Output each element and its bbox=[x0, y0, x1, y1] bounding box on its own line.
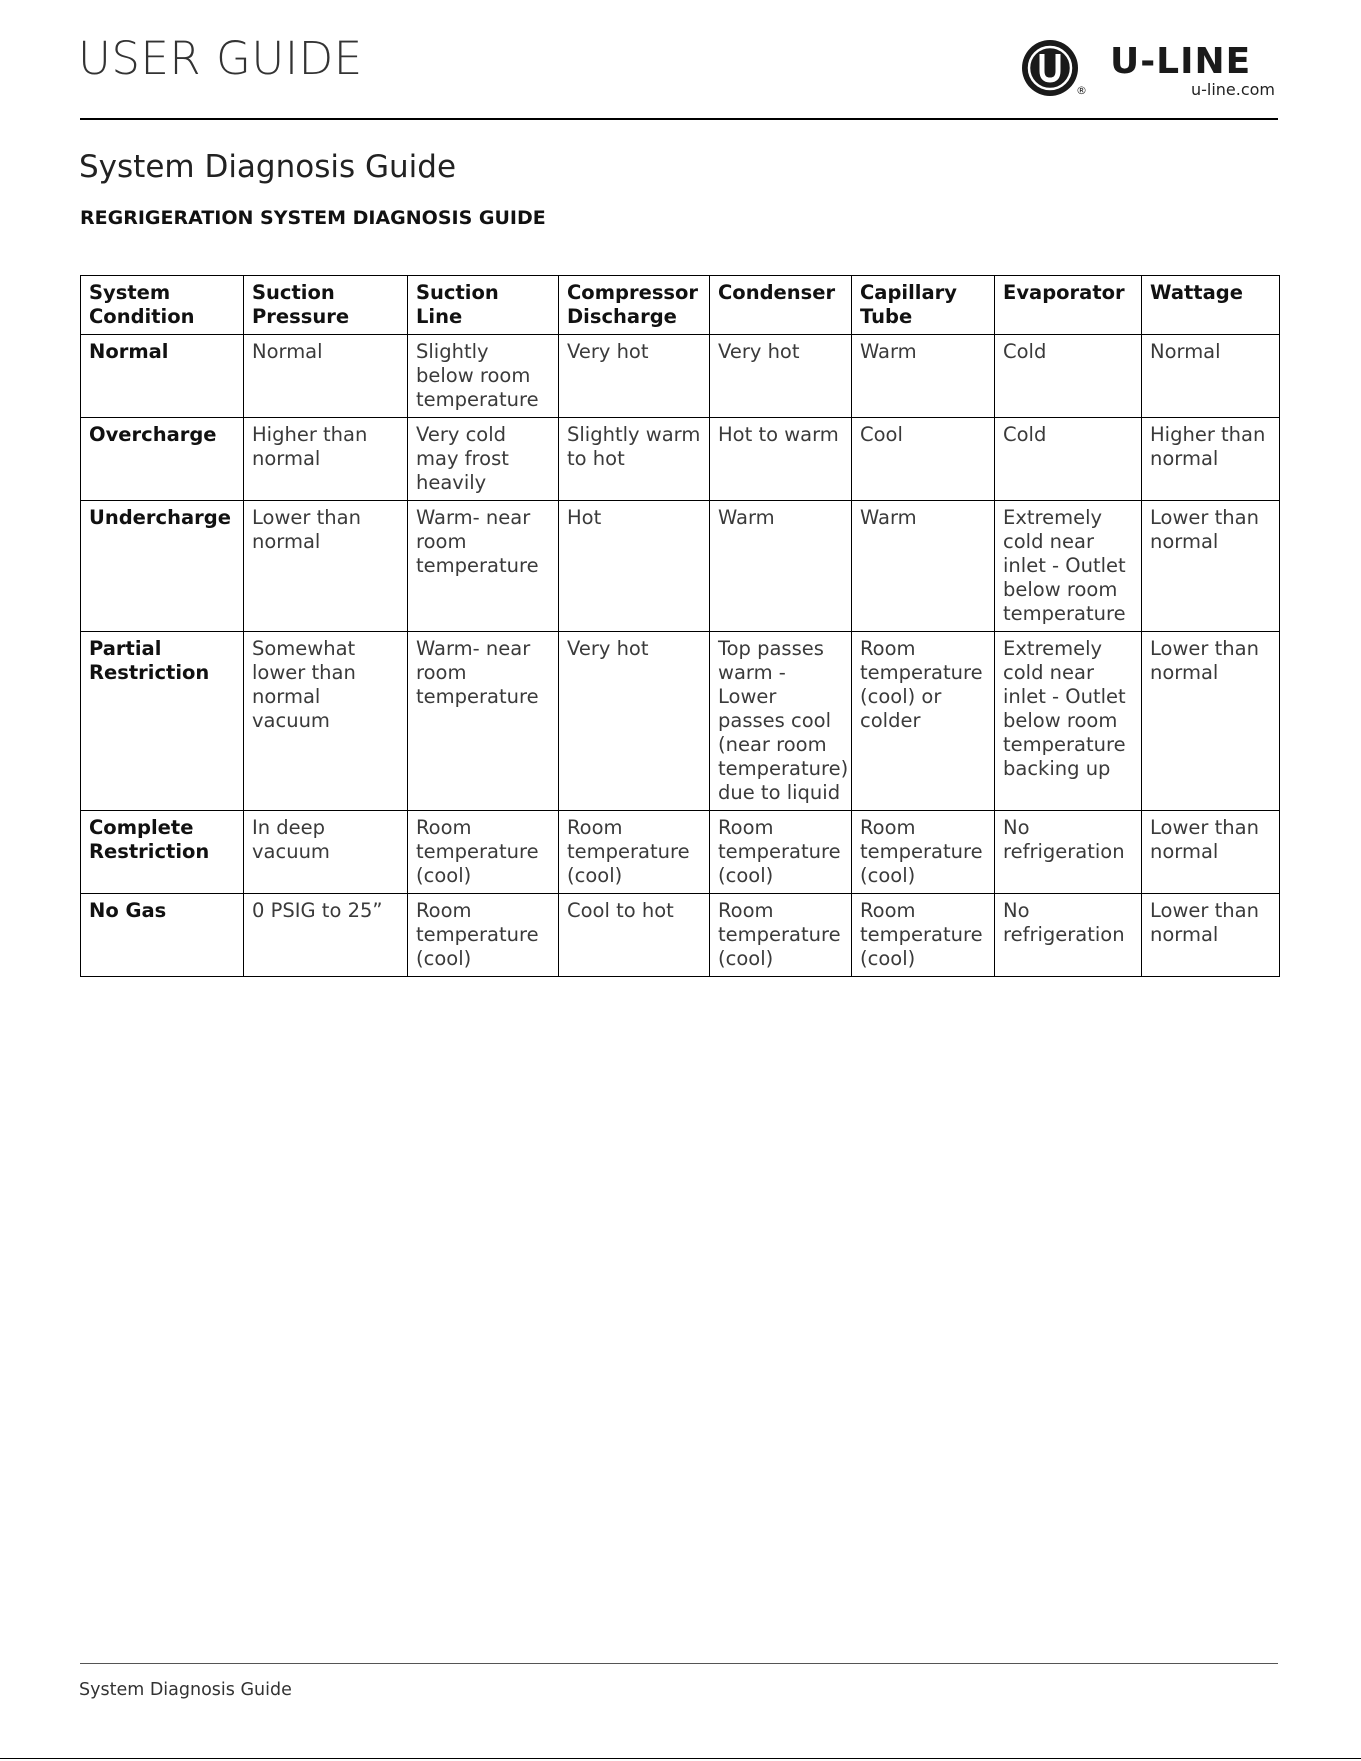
table-cell: Higher than normal bbox=[244, 418, 408, 501]
table-cell: Room temperature (cool) bbox=[408, 894, 559, 977]
table-cell: Top passes warm - Lower passes cool (near room temperature) due to liquid bbox=[710, 632, 852, 811]
header-wattage: Wattage bbox=[1142, 276, 1280, 335]
table-row bbox=[81, 811, 1280, 894]
brand-url: u-line.com bbox=[1190, 80, 1275, 99]
table-cell: Warm bbox=[852, 501, 995, 632]
table-cell: Warm- near room temperature bbox=[408, 501, 559, 632]
diagnosis-table bbox=[80, 275, 1280, 977]
table-cell: Room temperature (cool) bbox=[852, 811, 995, 894]
table-cell: Very hot bbox=[559, 632, 710, 811]
table-cell: Normal bbox=[1142, 335, 1280, 418]
table-cell-condition: Normal bbox=[81, 335, 244, 418]
table-cell: No refrigeration bbox=[995, 811, 1142, 894]
table-cell: Slightly below room temperature bbox=[408, 335, 559, 418]
footer-label: System Diagnosis Guide bbox=[79, 1680, 292, 1700]
section-subtitle: REGRIGERATION SYSTEM DIAGNOSIS GUIDE bbox=[80, 207, 546, 229]
table-cell: Room temperature (cool) bbox=[710, 894, 852, 977]
table-cell-condition: No Gas bbox=[81, 894, 244, 977]
table-cell: Lower than normal bbox=[244, 501, 408, 632]
footer-divider bbox=[80, 1663, 1278, 1664]
table-cell: Lower than normal bbox=[1142, 894, 1280, 977]
section-title: System Diagnosis Guide bbox=[79, 149, 457, 185]
header-capillary-tube: Capillary Tube bbox=[852, 276, 995, 335]
table-cell: Lower than normal bbox=[1142, 632, 1280, 811]
table-row bbox=[81, 894, 1280, 977]
table-row bbox=[81, 632, 1280, 811]
table-cell: Normal bbox=[244, 335, 408, 418]
header-compressor-discharge: Compressor Discharge bbox=[559, 276, 710, 335]
table-cell: Slightly warm to hot bbox=[559, 418, 710, 501]
header-divider bbox=[80, 118, 1278, 120]
header-evaporator: Evaporator bbox=[995, 276, 1142, 335]
table-row bbox=[81, 335, 1280, 418]
table-cell: Hot to warm bbox=[710, 418, 852, 501]
table-cell: Room temperature (cool) bbox=[559, 811, 710, 894]
table-cell: Cool to hot bbox=[559, 894, 710, 977]
header-suction-pressure: Suction Pressure bbox=[244, 276, 408, 335]
table-cell: Cold bbox=[995, 418, 1142, 501]
table-cell: Extremely cold near inlet - Outlet below room temperature backing up bbox=[995, 632, 1142, 811]
table-cell: Cool bbox=[852, 418, 995, 501]
table-cell: Lower than normal bbox=[1142, 811, 1280, 894]
table-cell: Warm bbox=[710, 501, 852, 632]
header-suction-line: Suction Line bbox=[408, 276, 559, 335]
page-edge-line bbox=[0, 1758, 1361, 1759]
table-cell: No refrigeration bbox=[995, 894, 1142, 977]
table-cell: Room temperature (cool) bbox=[408, 811, 559, 894]
table-cell: Lower than normal bbox=[1142, 501, 1280, 632]
table-cell: Room temperature (cool) or colder bbox=[852, 632, 995, 811]
header-condenser: Condenser bbox=[710, 276, 852, 335]
table-cell: Extremely cold near inlet - Outlet below room temperature bbox=[995, 501, 1142, 632]
table-cell: Higher than normal bbox=[1142, 418, 1280, 501]
table-row bbox=[81, 501, 1280, 632]
table-cell: Hot bbox=[559, 501, 710, 632]
document-title: USER GUIDE bbox=[78, 32, 363, 85]
table-cell-condition: Complete Restriction bbox=[81, 811, 244, 894]
registered-mark: ® bbox=[1076, 84, 1087, 97]
table-cell: Warm bbox=[852, 335, 995, 418]
table-cell: Room temperature (cool) bbox=[852, 894, 995, 977]
table-cell: 0 PSIG to 25” bbox=[244, 894, 408, 977]
table-cell: Very hot bbox=[710, 335, 852, 418]
brand-name: U-LINE bbox=[1110, 41, 1252, 82]
table-header-row bbox=[81, 276, 1280, 335]
u-line-logo-icon bbox=[1020, 38, 1080, 98]
table-cell-condition: Overcharge bbox=[81, 418, 244, 501]
table-cell: Room temperature (cool) bbox=[710, 811, 852, 894]
table-row bbox=[81, 418, 1280, 501]
table-cell: Very cold may frost heavily bbox=[408, 418, 559, 501]
header-system-condition: System Condition bbox=[81, 276, 244, 335]
table-cell: Very hot bbox=[559, 335, 710, 418]
table-cell-condition: Undercharge bbox=[81, 501, 244, 632]
table-cell: Somewhat lower than normal vacuum bbox=[244, 632, 408, 811]
table-cell-condition: Partial Restriction bbox=[81, 632, 244, 811]
table-cell: Cold bbox=[995, 335, 1142, 418]
table-cell: Warm- near room temperature bbox=[408, 632, 559, 811]
table-cell: In deep vacuum bbox=[244, 811, 408, 894]
brand-logo bbox=[1020, 38, 1275, 102]
